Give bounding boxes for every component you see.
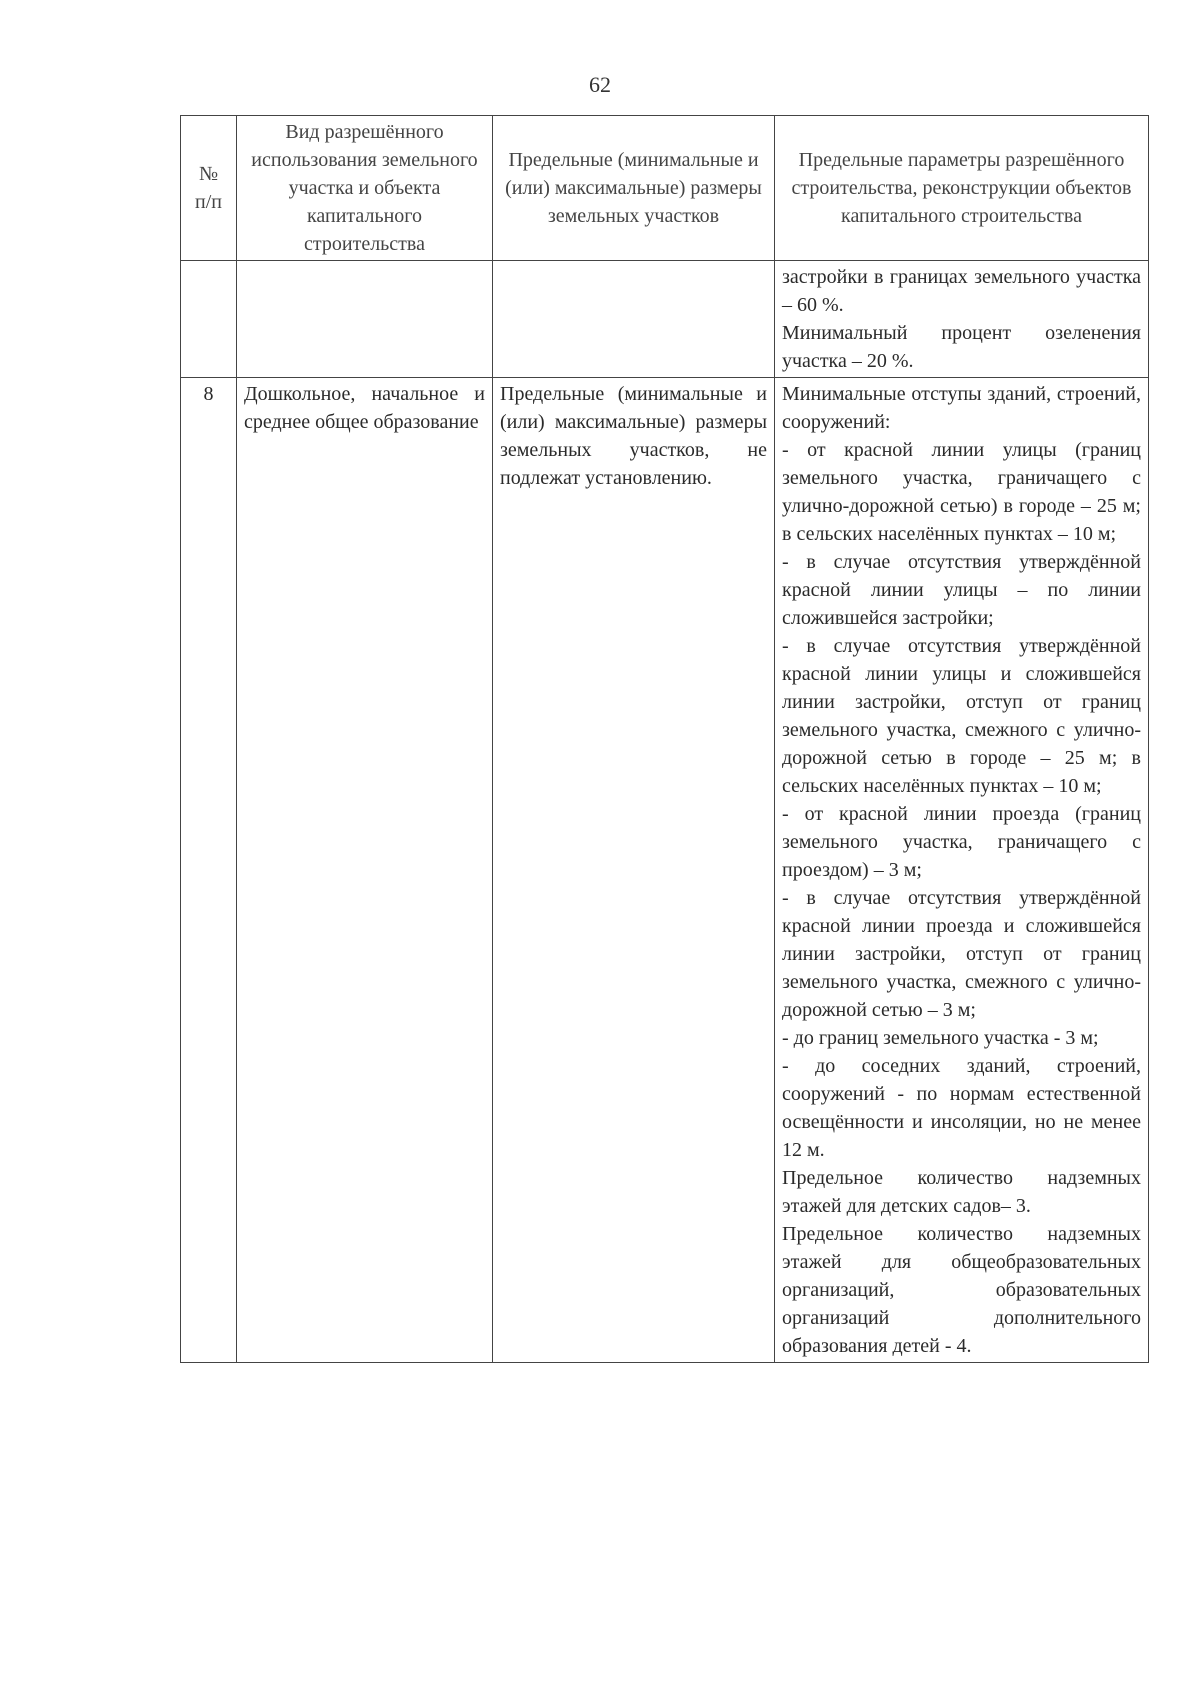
param-line: - от красной линии улицы (границ земельного участка, граничащего с улично-дорожной сетью) в городе – 25 м; в сельских населённых пунктах – 10 м; (782, 439, 1141, 545)
param-line: - до соседних зданий, строений, сооружений - по нормам естественной освещённости и инсоляции, но не менее 12 м. (782, 1055, 1141, 1161)
param-line: - в случае отсутствия утверждённой красной линии улицы – по линии сложившейся застройки; (782, 551, 1141, 629)
param-line: Предельное количество надземных этажей для общеобразовательных организаций, образовательных организаций дополнительного образования детей - 4. (782, 1223, 1141, 1357)
param-line: застройки в границах земельного участка – 60 %. (782, 266, 1141, 316)
table-header-row (181, 116, 1149, 261)
table-row (181, 261, 1149, 378)
param-line: - в случае отсутствия утверждённой красной линии проезда и сложившейся линии застройки, отступ от границ земельного участка, смежного с улично-дорожной сетью – 3 м; (782, 887, 1141, 1021)
regulations-table (180, 115, 1149, 1363)
row-build-params (775, 261, 1149, 378)
row-plot-size (493, 378, 775, 1363)
plot-size-text: Предельные (минимальные и (или) максимальные) размеры земельных участков, не подлежат установлению. (500, 383, 767, 489)
header-number: № п/п (181, 116, 237, 261)
param-line: Минимальные отступы зданий, строений, сооружений: (782, 383, 1141, 433)
use-type-text: Дошкольное, начальное и среднее общее образование (244, 383, 485, 433)
page-number: 62 (589, 72, 611, 97)
row-build-params (775, 378, 1149, 1363)
row-number: 8 (181, 378, 237, 1363)
param-line: - до границ земельного участка - 3 м; (782, 1027, 1099, 1049)
param-line: Предельное количество надземных этажей для детских садов– 3. (782, 1167, 1141, 1217)
row-use-type (237, 261, 493, 378)
param-line: Минимальный процент озеленения участка – 20 %. (782, 322, 1141, 372)
header-plot-size: Предельные (минимальные и (или) максимальные) размеры земельных участков (493, 116, 775, 261)
row-use-type (237, 378, 493, 1363)
row-plot-size (493, 261, 775, 378)
row-number (181, 261, 237, 378)
header-build-params: Предельные параметры разрешённого строительства, реконструкции объектов капитального строительства (775, 116, 1149, 261)
header-use-type: Вид разрешённого использования земельного участка и объекта капитального строительства (237, 116, 493, 261)
table-row (181, 378, 1149, 1363)
param-line: - в случае отсутствия утверждённой красной линии улицы и сложившейся линии застройки, отступ от границ земельного участка, смежного с улично-дорожной сетью в городе – 25 м; в сельских населённых пунктах – 10 м; (782, 635, 1141, 797)
param-line: - от красной линии проезда (границ земельного участка, граничащего с проездом) – 3 м; (782, 803, 1141, 881)
